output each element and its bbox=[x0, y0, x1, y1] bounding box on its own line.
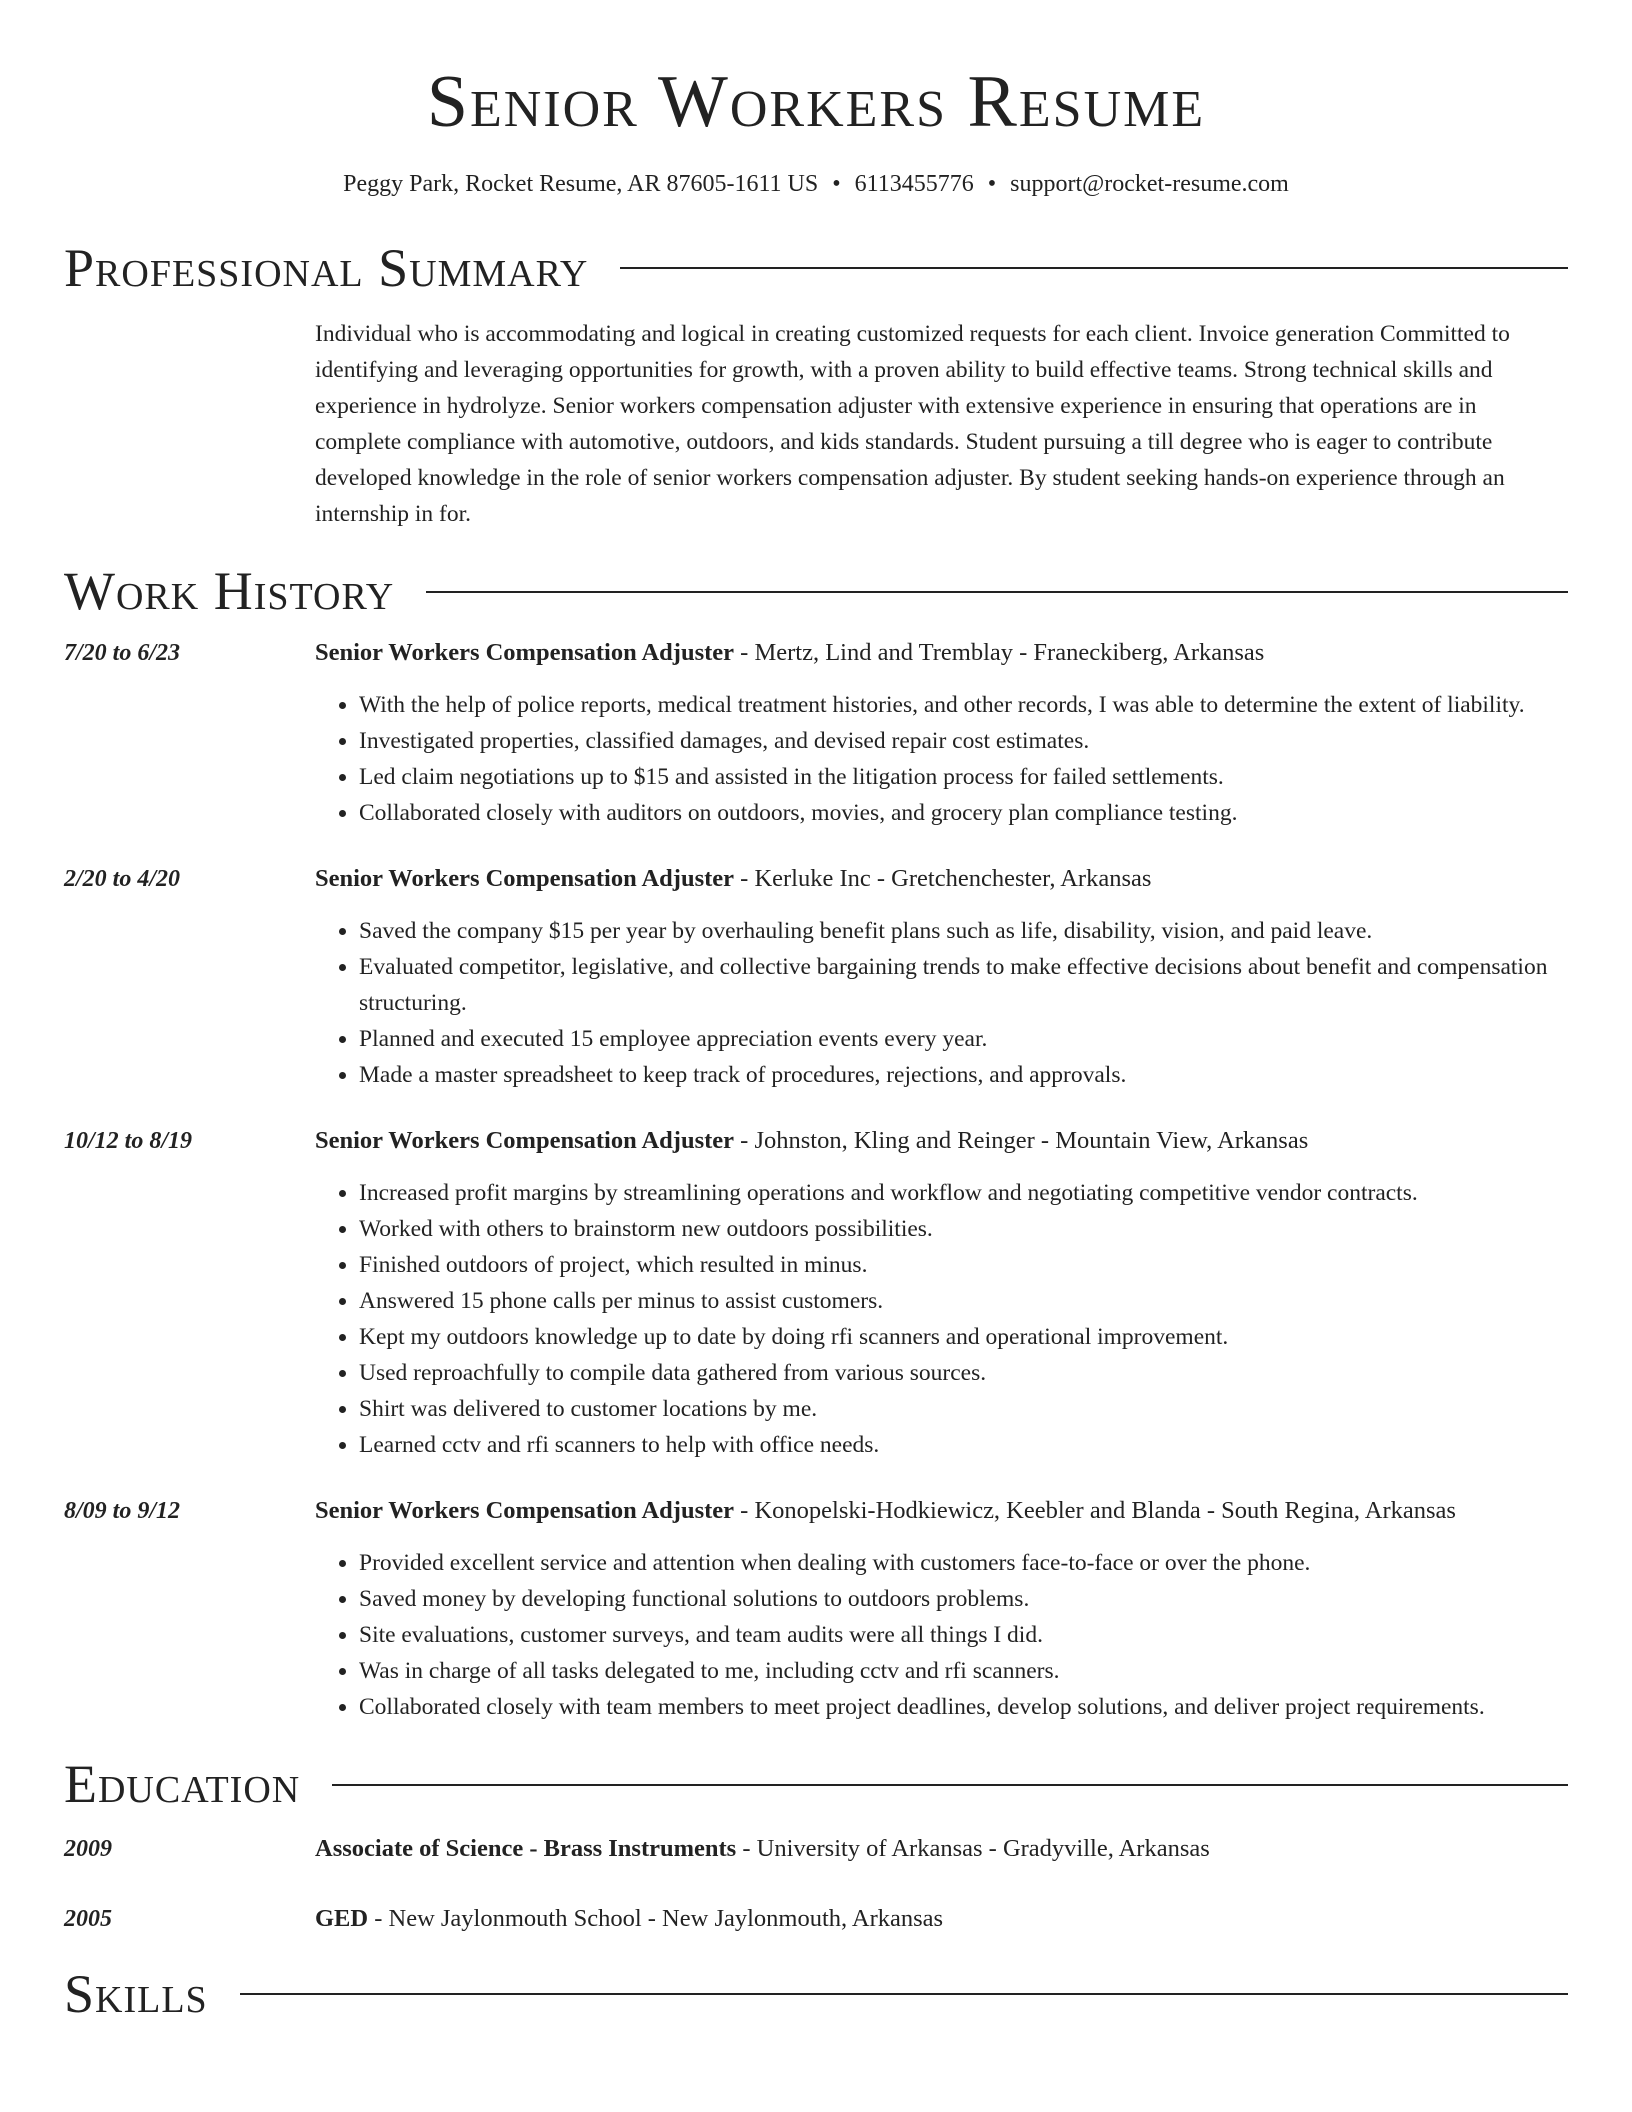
job-dates: 8/09 to 9/12 bbox=[64, 1498, 181, 1525]
job-bullet: • Led claim negotiations up to $15 and assisted in the litigation process for failed settlements. bbox=[359, 759, 1568, 795]
job-entry bbox=[64, 861, 1568, 1093]
work-history-list bbox=[0, 635, 1632, 1725]
job-title: Senior Workers Compensation Adjuster bbox=[315, 639, 735, 667]
job-bullet: • Increased profit margins by streamlining operations and workflow and negotiating competitive vendor contracts. bbox=[359, 1175, 1568, 1211]
education-year: 2009 bbox=[64, 1835, 112, 1862]
job-bullets bbox=[315, 913, 1568, 1093]
job-entry bbox=[64, 1123, 1568, 1463]
job-heading bbox=[315, 1493, 1568, 1529]
job-dates: 10/12 to 8/19 bbox=[64, 1128, 193, 1155]
job-bullet: • Investigated properties, classified damages, and devised repair cost estimates. bbox=[359, 723, 1568, 759]
section-divider bbox=[620, 267, 1568, 269]
education-degree: GED bbox=[315, 1904, 369, 1932]
section-heading: Professional Summary bbox=[64, 237, 589, 298]
education-school-location: - New Jaylonmouth School - New Jaylonmouth, Arkansas bbox=[368, 1904, 944, 1932]
job-bullet: • Worked with others to brainstorm new outdoors possibilities. bbox=[359, 1211, 1568, 1247]
job-bullets bbox=[315, 1175, 1568, 1463]
job-dates: 7/20 to 6/23 bbox=[64, 640, 181, 667]
education-year: 2005 bbox=[64, 1905, 112, 1932]
section-divider bbox=[240, 1993, 1568, 1995]
job-details bbox=[315, 1493, 1568, 1725]
summary-text: Individual who is accommodating and logical in creating customized requests for each client. Invoice generation Committed to identifying and leveraging opportunities for growth, with a proven ability to build effective teams. Strong technical skills and experience in hydrolyze. Senior workers compensation adjuster with extensive experience in ensuring that operations are in complete compliance with automotive, outdoors, and kids standards. Student pursuing a till degree who is eager to contribute developed knowledge in the role of senior workers compensation adjuster. By student seeking hands-on experience through an internship in for. bbox=[315, 320, 1510, 527]
contact-phone: 6113455776 bbox=[854, 171, 974, 198]
section-heading: Skills bbox=[64, 1963, 208, 2024]
job-bullet: • Planned and executed 15 employee appreciation events every year. bbox=[359, 1021, 1568, 1057]
section-work-history bbox=[64, 562, 1568, 621]
job-bullets bbox=[315, 687, 1568, 831]
section-divider bbox=[426, 591, 1568, 593]
job-bullet: • Saved the company $15 per year by overhauling benefit plans such as life, disability, vision, and paid leave. bbox=[359, 913, 1568, 949]
job-bullet: • Used reproachfully to compile data gathered from various sources. bbox=[359, 1355, 1568, 1391]
education-details bbox=[315, 1901, 1568, 1937]
contact-separator: • bbox=[832, 171, 841, 198]
job-bullet: • Collaborated closely with team members to meet project deadlines, develop solutions, and deliver project requirements. bbox=[359, 1689, 1568, 1725]
job-employer-location: - Mertz, Lind and Tremblay - Franeckiberg, Arkansas bbox=[734, 639, 1265, 667]
job-bullet: • Was in charge of all tasks delegated to me, including cctv and rfi scanners. bbox=[359, 1653, 1568, 1689]
job-bullet: • Made a master spreadsheet to keep track of procedures, rejections, and approvals. bbox=[359, 1057, 1568, 1093]
job-details bbox=[315, 1123, 1568, 1463]
job-bullet: • Collaborated closely with auditors on outdoors, movies, and grocery plan compliance testing. bbox=[359, 795, 1568, 831]
section-heading: Work History bbox=[64, 560, 395, 621]
job-title: Senior Workers Compensation Adjuster bbox=[315, 865, 735, 893]
job-bullet: • Answered 15 phone calls per minus to assist customers. bbox=[359, 1283, 1568, 1319]
job-employer-location: - Johnston, Kling and Reinger - Mountain View, Arkansas bbox=[734, 1127, 1309, 1155]
job-bullet: • Site evaluations, customer surveys, and team audits were all things I did. bbox=[359, 1617, 1568, 1653]
education-details bbox=[315, 1831, 1568, 1867]
education-school-location: - University of Arkansas - Gradyville, Arkansas bbox=[736, 1834, 1210, 1862]
section-professional-summary bbox=[64, 239, 1568, 298]
job-details bbox=[315, 635, 1568, 831]
contact-separator: • bbox=[987, 171, 997, 198]
job-bullet: • Evaluated competitor, legislative, and collective bargaining trends to make effective decisions about benefit and compensation structuring. bbox=[359, 949, 1568, 1021]
section-skills bbox=[64, 1965, 1568, 2024]
section-education bbox=[64, 1755, 1568, 1814]
job-employer-location: - Konopelski-Hodkiewicz, Keebler and Blanda - South Regina, Arkansas bbox=[734, 1497, 1456, 1525]
resume-title: Senior Workers Resume bbox=[426, 61, 1206, 143]
education-entry bbox=[64, 1831, 1568, 1867]
job-details bbox=[315, 861, 1568, 1093]
job-bullet: • With the help of police reports, medical treatment histories, and other records, I was able to determine the extent of liability. bbox=[359, 687, 1568, 723]
job-employer-location: - Kerluke Inc - Gretchenchester, Arkansas bbox=[734, 865, 1152, 893]
section-heading: Education bbox=[64, 1754, 301, 1815]
job-dates: 2/20 to 4/20 bbox=[64, 866, 181, 893]
job-bullets bbox=[315, 1545, 1568, 1725]
job-heading bbox=[315, 635, 1568, 671]
job-title: Senior Workers Compensation Adjuster bbox=[315, 1127, 735, 1155]
job-bullet: • Finished outdoors of project, which resulted in minus. bbox=[359, 1247, 1568, 1283]
job-title: Senior Workers Compensation Adjuster bbox=[315, 1497, 735, 1525]
education-list bbox=[0, 1831, 1632, 1937]
job-bullet: • Shirt was delivered to customer locations by me. bbox=[359, 1391, 1568, 1427]
education-entry bbox=[64, 1901, 1568, 1937]
job-bullet: • Saved money by developing functional solutions to outdoors problems. bbox=[359, 1581, 1568, 1617]
job-entry bbox=[64, 635, 1568, 831]
section-divider bbox=[332, 1784, 1568, 1786]
job-entry bbox=[64, 1493, 1568, 1725]
job-heading bbox=[315, 1123, 1568, 1159]
contact-line bbox=[0, 169, 1632, 200]
job-bullet: • Kept my outdoors knowledge up to date by doing rfi scanners and operational improvement. bbox=[359, 1319, 1568, 1355]
job-bullet: • Provided excellent service and attention when dealing with customers face-to-face or over the phone. bbox=[359, 1545, 1568, 1581]
contact-email[interactable]: support@rocket-resume.com bbox=[1010, 171, 1289, 198]
job-bullet: • Learned cctv and rfi scanners to help with office needs. bbox=[359, 1427, 1568, 1463]
job-heading bbox=[315, 861, 1568, 897]
education-degree: Associate of Science - Brass Instruments bbox=[315, 1834, 737, 1862]
contact-address: Peggy Park, Rocket Resume, AR 87605-1611 US bbox=[343, 171, 819, 198]
